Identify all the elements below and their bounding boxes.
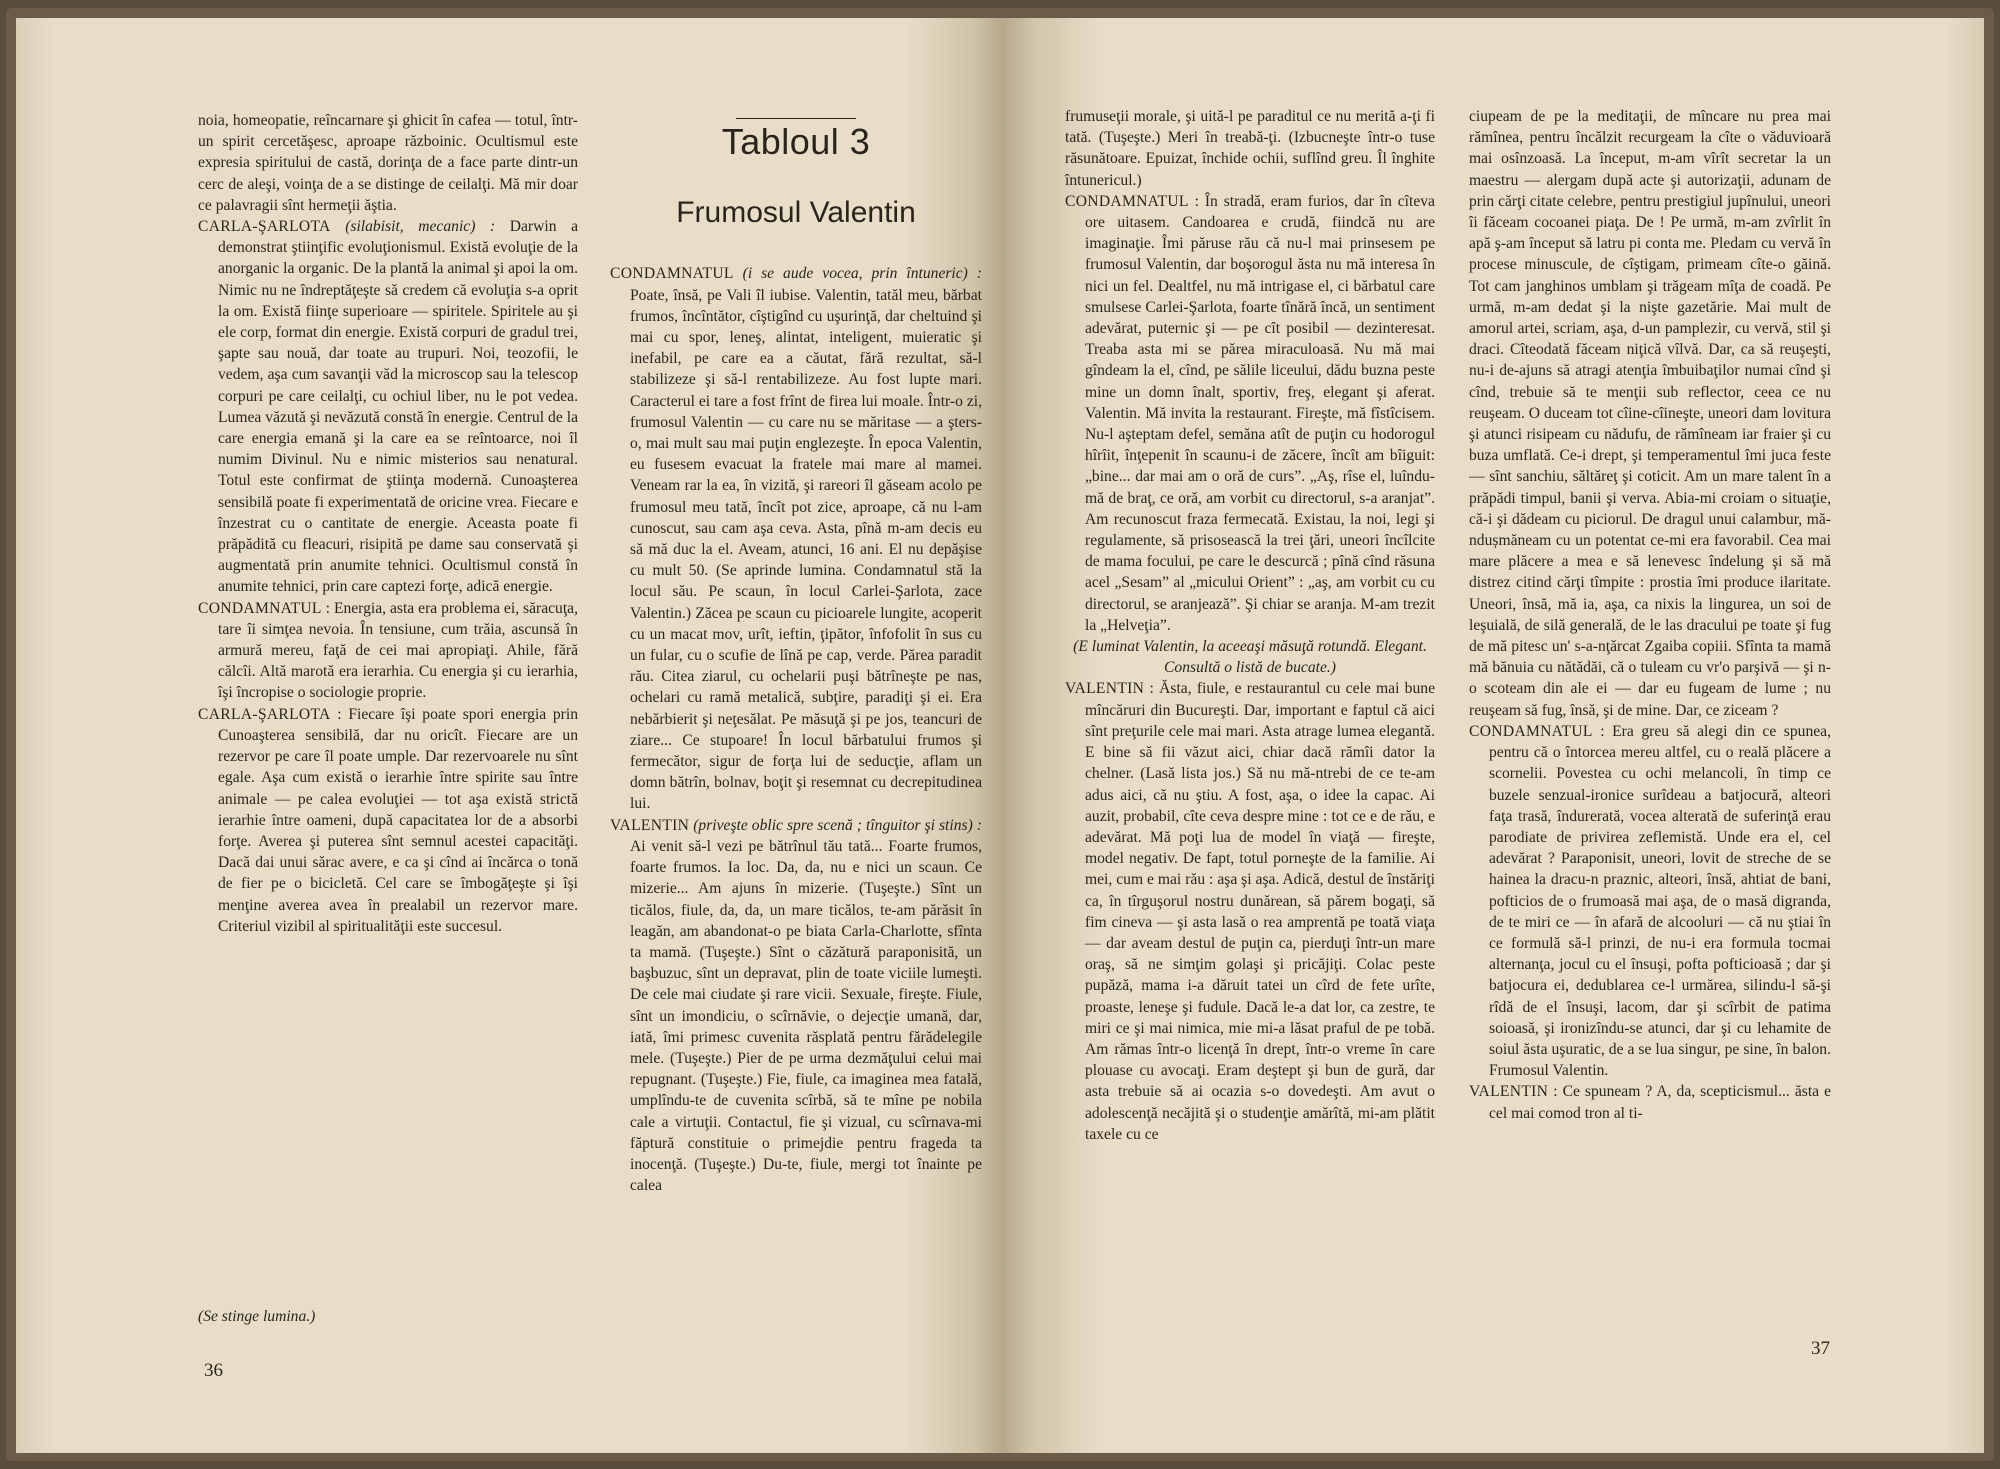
speaker-direction: : [325, 599, 330, 617]
dialogue-text: Ai venit să-l vezi pe bătrînul tău tată... Foarte frumos, foarte frumos. Ia loc. Da, da, nu e nici un scaun. Ce mizerie... Am ajuns în mizerie. (Tuşeşte.) Sînt un ticălos, fiule, da, da, un mare ticălos, te-am părăsit în leagăn, am abandonat-o pe biata Carla-Charlotte, sfînta ta mamă. (Tuşeşte.) Sînt o căzătură paraponisită, un başbuzuc, sînt un depravat, plin de toate viciile lumeşti. De cele mai ciudate şi rare vicii. Sexuale, fireşte. Fiule, sînt un imondiciu, o scîrnăvie, o dejecţie umană, dar, iată, îmi primesc cuvenita răsplată pentru fărădelegile mele. (Tuşeşte.) Pier de pe urma dezmăţului celui mai repugnant. (Tuşeşte.) Fie, fiule, ca imaginea mea fatală, umplîndu-te de cuvenita scîrbă, să te mîne pe nobila cale a virtuţii. Contactul, fie şi vizual, cu scîrnava-mi făptură constituie o primejdie pentru frageda ta inocenţă. (Tuşeşte.) Du-te, fiule, mergi tot înainte pe calea [630, 837, 982, 1195]
right-page [1003, 18, 1984, 1453]
dialogue-paragraph [1065, 678, 1435, 1144]
dialogue-text: Ce spuneam ? A, da, scepticismul... ăsta e cel mai comod tron al ti- [1489, 1083, 1831, 1122]
dialogue-text: Energia, asta era problema ei, săracuţa, tare îi simţea nevoia. În tensiune, cum trăia, ascunsă în armură mereu, faţă de cei mai apropiaţi. Ahile, fără călcîi. Altă marotă era ierarhia. Cu energia şi cu ierarhia, îşi încropise o sociologie proprie. [218, 599, 578, 702]
speaker-direction: (silabisit, mecanic) : [345, 218, 496, 236]
dialogue-text: Ăsta, fiule, e restaurantul cu cele mai bune mîncăruri din Bucureşti. Dar, important e faptul că aici sînt preţurile cele mai mari. Asta atrage lumea elegantă. E bine să fii văzut aici, chiar dacă rămîi dator la chelner. (Lasă lista jos.) Să nu mă-ntrebi de ce te-am adus aici, că nu ştiu. A fost, aşa, o idee la capac. Ai auzit, probabil, cîte ceva despre mine : tot ce e de rău, e adevărat. Mă poţi lua de model în viaţă — fireşte, model negativ. De fapt, totul porneşte de la familie. Ai mei, cum e mai rău : aşa şi aşa. Adică, destul de înstăriţi ca, în tîrguşorul nostru dunărean, să părem bogaţi, să fim cineva — şi asta lasă o rea amprentă pe toată viaţa — dar aveam destul de puţin ca, pierduţi într-un mare oraş, să ne simţim golaşi şi pricăjiţi. Colac peste pupăză, mama i-a dăruit tatei un cîrd de fete urîte, proaste, leneşe şi fudule. Dacă le-a dat lor, ca zestre, te miri ce şi mai nimica, mie mi-a lăsat praful de pe tobă. Am rămas într-o licenţă în drept, într-o vreme în care plouase cu avocaţi. Eram deştept şi bun de gură, dar asta trebuie să ai ocazia s-o dovedeşti. Am avut o adolescenţă necăjită şi o studenţie amărîtă, mi-am plătit taxele cu ce [1085, 680, 1435, 1143]
speaker-direction: : [1600, 722, 1605, 740]
speaker-direction: (priveşte oblic spre scenă ; tînguitor şi stins) : [693, 816, 982, 834]
speaker-name: CARLA-ŞARLOTA [198, 218, 331, 236]
dialogue-text: frumuseţii morale, şi uită-l pe paraditul ce nu merită a-ţi fi tată. (Tuşeşte.) Meri în treabă-ţi. (Izbucneşte într-o tuse răsunătoare. Epuizat, închide ochii, suflînd greu. Îl înghite întunericul.) [1065, 108, 1435, 189]
left-column-1-stage [198, 1306, 578, 1453]
title-rule [736, 118, 856, 119]
dialogue-paragraph [610, 263, 982, 814]
dialogue-paragraph [1469, 721, 1831, 1081]
stage-direction: (E luminat Valentin, la aceeaşi măsuţă rotundă. Elegant. Consultă o listă de bucate.) [1073, 638, 1427, 677]
speaker-name: CONDAMNATUL [1469, 722, 1593, 740]
page-number-left: 36 [204, 1360, 223, 1381]
dialogue-text: Darwin a demonstrat ştiinţific evoluţionismul. Există evoluţie de la anorganic la organic. De la plantă la animal şi apoi la om. Nimic nu ne îndreptăţeşte să credem că evoluţia s-a oprit la om. Există fiinţe superioare — spiritele. Spiritele au şi ele corp, format din energie. Există corpuri de gradul trei, şapte sau nouă, dar toate au trupuri. Noi, teozofii, le vedem, aşa cum savanţii văd la microscop sau la telescop corpuri pe care ceilalţi, cu ochiul liber, nu le pot vedea. Lumea văzută şi nevăzută constă în energie. Centrul de la care energia emană şi la care ea se reîntoarce, noi îl numim Divinul. Nu e nimic misterios sau nenatural. Totul este confirmat de ştiinţa modernă. Cunoaşterea sensibilă poate fi experimentată de oricine vrea. Fiecare e înzestrat cu o cantitate de energie. Aceasta poate fi prăpădită cu fleacuri, risipită pe dame sau conservată şi augmentată prin anumite tehnici. Ocultismul constă în anumite tehnici, prin care captezi forţe, adică energie. [218, 218, 578, 596]
speaker-name: CONDAMNATUL [1065, 192, 1189, 210]
dialogue-text: Era greu să alegi din ce spunea, pentru că o întorcea mereu altfel, cu o reală plăcere a scornelii. Povestea cu ochi melancoli, în timp ce buzele senzual-ironice surîdeau a batjocură, alteori faţa trasă, îndurerată, vocea alterată de suferinţă erau parodiate de privirea zeflemistă. Unde era el, cel adevărat ? Paraponisit, uneori, lovit de streche de se hainea la dracu-n praznic, alteori, însă, ahtiat de bani, pofticios de o frumoasă mai aşa, de o masă digranda, de te miri ce — în afară de alcooluri — că nu ştiai în ce formulă să-l prinzi, de nu-i era formula tocmai alternanţa, jocul cu el însuşi, pofta pofticioasă ; dar şi batjocura ei, dedublarea ce-l urmărea, silindu-l să-şi rîdă de el însuşi, lacom, dar şi scîrbit de patima soioasă, şi ironizîndu-se atunci, dar şi cu lehamite de soiul ăsta uşuratic, de a se lua singur, pe sine, în balon. Frumosul Valentin. [1489, 722, 1831, 1080]
left-page [16, 18, 1003, 1453]
dialogue-paragraph [198, 598, 578, 704]
speaker-direction: : [1149, 680, 1154, 698]
dialogue-paragraph [1469, 1081, 1831, 1123]
dialogue-text: În stradă, eram furios, dar în cîteva ore uitasem. Candoarea e crudă, fiindcă nu are imaginaţie. Îmi păruse rău că nu-l mai prinsesem pe frumosul Valentin, dar boşorogul ăsta nu mă interesa în nici un fel. Dealtfel, nu mă intrigase el, ci bărbatul care smulsese Carlei-Şarlota, foarte tînără încă, un sentiment adevărat, puternic şi — pe cît posibil — dezinteresat. Treaba asta mi se părea miraculoasă. Nu mă mai gîndeam la el, cînd, pe sălile liceului, dădu buzna peste mine un domn înalt, sportiv, freş, elegant şi aferat. Valentin. Mă invita la restaurant. Fireşte, mă fîstîcisem. Nu-l aşteptam defel, semăna atît de puţin cu hodorogul hîrîit, înţepenit în scaunu-i de zăcere, încît am bîiguit: „bine... dar mai am o oră de curs”. „Aş, rîse el, luîndu-mă de braţ, ce oră, am vorbit cu directorul, s-a aranjat”. Am recunoscut fraza fermecată. Existau, la noi, legi şi regulamente, să prisosească la trei ţări, uneori încîlcite de mama focului, pe care le descurcă ; pînă cînd răsuna acel „Sesam” al „micului Orient” : „aş, am vorbit cu cu directorul, se aranjează”. Şi chiar se aranja. M-am trezit la „Helveţia”. [1085, 192, 1435, 634]
scene-number-title: Tabloul 3 [721, 121, 871, 162]
right-column-1 [1065, 106, 1435, 1453]
dialogue-paragraph [198, 216, 578, 598]
speaker-name: CONDAMNATUL [198, 599, 322, 617]
dialogue-paragraph [610, 815, 982, 1197]
dialogue-paragraph [198, 704, 578, 937]
speaker-name: CONDAMNATUL [610, 265, 734, 283]
left-column-2-text [610, 263, 982, 1196]
speaker-name: VALENTIN [1065, 680, 1145, 698]
dialogue-paragraph [1065, 106, 1435, 191]
dialogue-text: Poate, însă, pe Vali îl iubise. Valentin, tatăl meu, bărbat frumos, încîntător, cîştigînd cu uşurinţă, dar cheltuind şi mai cu spor, leneş, alintat, inteligent, muieratic şi inefabil, pe care ea a căutat, fără rezultat, să-l stabilizeze şi să-l rentabilizeze. Au fost lupte mari. Caracterul ei tare a fost frînt de firea lui moale. Într-o zi, frumosul Valentin — cu care nu se măritase — a şters-o, mai mult sau mai puţin englezeşte. În epoca Valentin, eu fusesem evacuat la fratele mai mare al mamei. Veneam rar la ea, în vizită, şi rareori îl găseam acolo pe frumosul meu tată, încît pot zice, aproape, că nu l-am cunoscut, sau cam aşa ceva. Asta, pînă m-am decis eu să mă duc la el. Aveam, atunci, 16 ani. El nu depăşise cu mult 50. (Se aprinde lumina. Condamnatul stă la locul său. Pe scaun, în locul Carlei-Şarlota, zace Valentin.) Zăcea pe scaun cu picioarele lungite, acoperit cu un macat mov, urît, ieftin, ţipător, înfofolit în sus cu un fular, cu o scufie de lînă pe cap, verde. Părea paradit rău. Citea ziarul, cu ochelarii puşi bătrîneşte pe nas, ochelari cu ramă metalică, subţire, paradiţi şi ei. Era nebărbierit şi neţesălat. Pe măsuţă şi pe jos, teancuri de ziare... Ce stupoare! În locul bărbatului frumos şi fermecător, sigur de forţa lui de seducţie, aflam un domn bătrîn, bolnav, boţit şi resemnat cu decrepitudinea lui. [630, 286, 982, 813]
speaker-direction: (i se aude vocea, prin întuneric) : [742, 265, 982, 283]
dialogue-paragraph [198, 110, 578, 216]
dialogue-text: noia, homeopatie, reîncarnare şi ghicit în cafea — totul, într-un spirit cercetăşesc, aproape războinic. Ocultismul este expresia spiritului de castă, dorinţa de a face parte dintr-un cerc de aleşi, voinţa de a se distinge de ceilalţi. Mă mir doar ce palavragii sînt hermeţii ăştia. [198, 112, 578, 214]
speaker-name: CARLA-ŞARLOTA [198, 705, 331, 723]
speaker-direction: : [337, 705, 342, 723]
dialogue-text: ciupeam de pe la meditaţii, de mîncare nu prea mai rămînea, pentru încălzit recurgeam la cîte o văduvioară mai osînzoasă. La început, m-am vîrît secretar la un maestru — alergam după acte şi autorizaţii, adunam de prin cărţi citate celebre, pentru prestigiul jupînului, uneori îi făceam cocoanei piaţa. De ! Pe urmă, m-am zvîrlit în apă ş-am început să latru pi conta me. Pledam cu vervă în procese minuscule, de cîştigam, primeam cîte-o găină. Tot cam janghinos umblam şi trăgeam mîţa de coadă. Pe urmă, m-am dedat şi la nişte gazetărie. Mai mult de amorul artei, scriam, aşa, d-un pamplezir, cu vervă, stil şi draci. Cîteodată făceam niţică vîlvă. Dar, ca să reuşeşti, nu-i de-ajuns să atragi atenţia îmbuibaţilor numai cînd şi cînd, trebuie să te menţii sub reflector, ceea ce nu reuşeam. O duceam tot cîine-cîineşte, uneori dam lovitura şi atunci risipeam cu nădufu, de rămîneam iar fraier şi cu buza umflată. Ce-i drept, şi temperamentul îmi juca feste — sînt sanchiu, săltăreţ şi coticit. Am un mare talent în a prăpădi timpul, banii şi verva. Abia-mi croiam o situaţie, că-i şi dădeam cu piciorul. De dragul unui calambur, mă-ndușmăneam cu un potentat ce-mi era favorabil. Cea mai mare plăcere a mea e să lenevesc îndelung şi să mă distrez citind cărţi tîmpite : prostia îmi produce ilaritate. Uneori, însă, mă ia, aşa, ca nixis la lingurea, un soi de leşuială, de silă generală, de le las dracului pe toate şi fug de mă pitesc un' s-a-nţărcat Zgaiba copiii. Sfînta ta mamă mă bănuia cu nătădăi, că o tuleam cu vr'o parşivă — şi n-o scoteam din ale ei — dar eu fugeam de lume ; nu reuşeam să fug, însă, şi de mine. Dar, ce ziceam ? [1469, 108, 1831, 719]
dialogue-paragraph [1065, 191, 1435, 636]
speaker-name: VALENTIN [610, 816, 690, 834]
right-column-2 [1469, 106, 1831, 1453]
left-column-2 [610, 18, 982, 1453]
dialogue-paragraph [1469, 106, 1831, 721]
dialogue-text: Fiecare îşi poate spori energia prin Cunoaşterea sensibilă, dar nu oricît. Fiecare are un rezervor pe care îl poate umple. Dar rezervoarele nu sînt egale. Aşa cum există o ierarhie între spirite sau între animale — pe calea evoluţiei — tot aşa există strictă ierarhie între oameni, după capacitatea lor de a absorbi forţe. Averea şi puterea sînt semnul acestei capacităţi. Dacă dai unui sărac avere, e ca şi cînd ai încărca o tonă de fier pe o bicicletă. Cel care se îmbogăţeşte şi îşi menţine averea avea în prealabil un rezervor mare. Criteriul vizibil al spiritualităţii este succesul. [218, 705, 578, 935]
book-spread [6, 8, 1994, 1461]
speaker-direction: : [1553, 1083, 1558, 1101]
scene-name-title: Frumosul Valentin [676, 196, 916, 230]
speaker-name: VALENTIN [1469, 1083, 1549, 1101]
page-number-right: 37 [1811, 1338, 1830, 1359]
speaker-direction: : [1194, 192, 1199, 210]
stage-direction: (Se stinge lumina.) [198, 1308, 316, 1325]
scene-title-block [610, 118, 982, 230]
left-column-1 [198, 110, 578, 1453]
